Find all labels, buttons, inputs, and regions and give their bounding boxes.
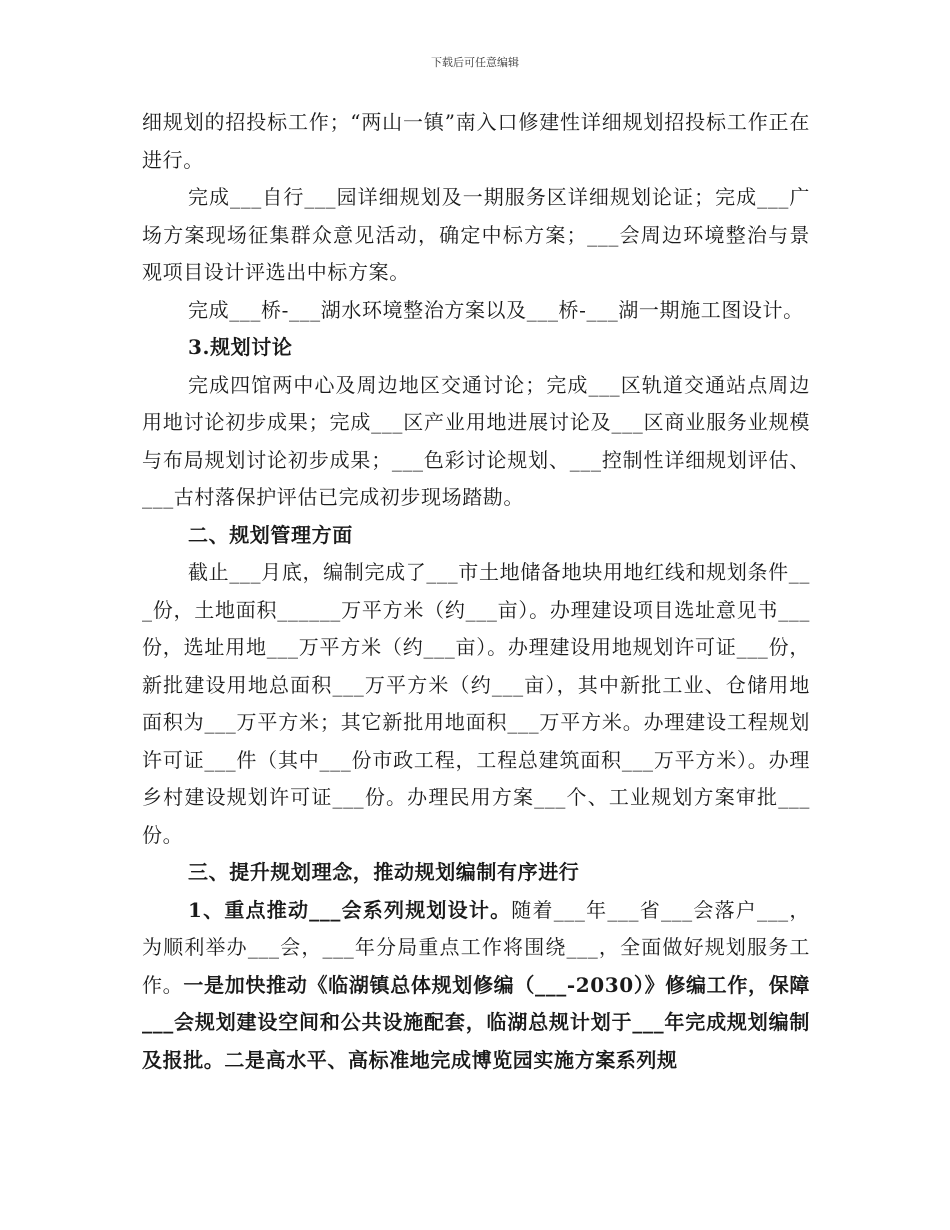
paragraph-1: 细规划的招投标工作；“两山一镇”南入口修建性详细规划招投标工作正在进行。 bbox=[142, 110, 810, 172]
paragraph-2: 完成___自行___园详细规划及一期服务区详细规划论证；完成___广场方案现场征集群众意见活动，确定中标方案；___会周边环境整治与景观项目设计评选出中标方案。 bbox=[142, 185, 810, 284]
section-heading-planning-discussion: 3.规划讨论 bbox=[188, 335, 293, 359]
page-header-note: 下载后可任意编辑 bbox=[431, 56, 519, 69]
paragraph-6-body: 随着___年___省___会落户___，为顺利举办___会，___年分局重点工作将围绕___，全面做好规划服务工作。 bbox=[142, 897, 810, 997]
section-heading-planning-management: 二、规划管理方面 bbox=[188, 522, 353, 547]
paragraph-5: 截止___月底，编制完成了___市土地储备地块用地红线和规划条件___份，土地面积______万平方米（约___亩）。办理建设项目选址意见书___份，选址用地___万平方米（约___亩）。办理建设用地规划许可证___份，新批建设用地总面积___万平方米（约___亩），其中新批工业、仓储用地面积为___万平方米；其它新批用地面积___万平方米。办理建设工程规划许可证___件（其中___份市政工程，工程总建筑面积___万平方米）。办理乡村建设规划许可证___份。办理民用方案___个、工业规划方案审批___份。 bbox=[142, 560, 810, 847]
paragraph-6 bbox=[142, 892, 810, 1080]
section-heading-planning-concept: 三、提升规划理念，推动规划编制有序进行 bbox=[188, 860, 580, 884]
paragraph-3: 完成___桥-___湖水环境整治方案以及___桥-___湖一期施工图设计。 bbox=[188, 297, 804, 322]
document-body bbox=[142, 104, 810, 1079]
paragraph-6-emphasis: 一是加快推动《临湖镇总体规划修编（___-2030）》修编工作，保障___会规划建设空间和公共设施配套，临湖总规计划于___年完成规划编制及报批。二是高水平、高标准地完成博览园实施方案系列规 bbox=[142, 972, 810, 1072]
paragraph-6-lead: 1、重点推动___会系列规划设计。 bbox=[188, 897, 512, 922]
paragraph-4: 完成四馆两中心及周边地区交通讨论；完成___区轨道交通站点周边用地讨论初步成果；完成___区产业用地进展讨论及___区商业服务业规模与布局规划讨论初步成果；___色彩讨论规划、___控制性详细规划评估、___古村落保护评估已完成初步现场踏勘。 bbox=[142, 372, 810, 509]
